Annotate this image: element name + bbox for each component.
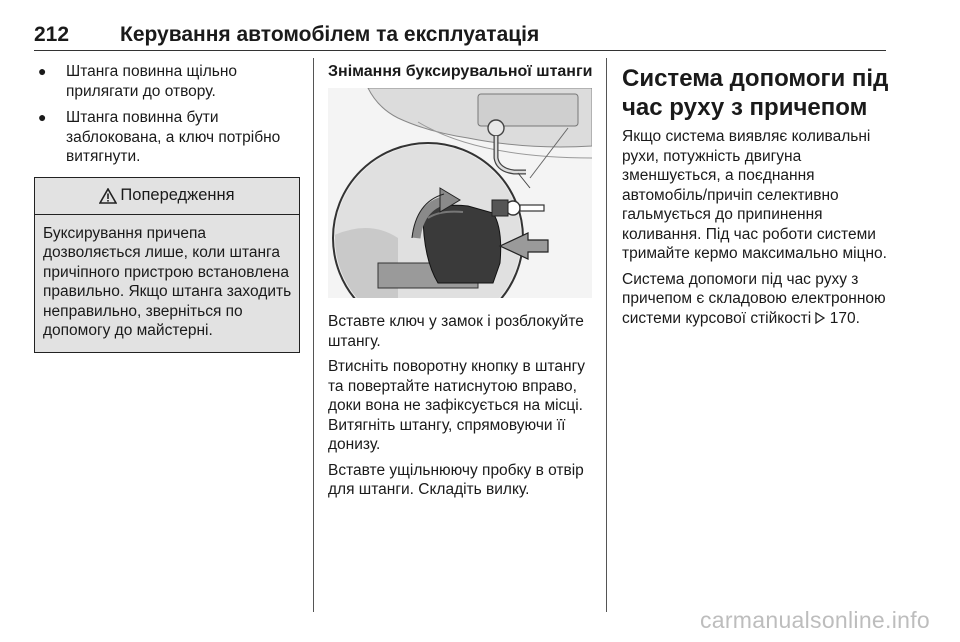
page-header — [34, 22, 886, 51]
list-item: ● Штанга повинна бути заблокована, а ключ потрібно витягнути. — [38, 109, 281, 165]
paragraph: Система допомоги під час руху з причепом є складовою електронною системи курсової стійкості 170. — [622, 270, 886, 327]
watermark: carmanualsonline.info — [699, 607, 930, 633]
column-divider — [313, 58, 314, 612]
warning-text: Буксирування причепа дозволяється лише, коли штанга причіпного пристрою встановлена правильно. Якщо штанга заходить неправильно, зверніться по допомогу до майстерні. — [43, 224, 292, 339]
warning-box — [34, 177, 300, 353]
paragraph: Вставте ключ у замок і розблокуйте штангу. — [328, 313, 584, 350]
section-title: Знімання буксирувальної штанги — [328, 63, 593, 80]
column-middle — [328, 62, 594, 506]
bullet-icon: ● — [38, 109, 47, 125]
list-item: ● Штанга повинна щільно прилягати до отвору. — [38, 63, 237, 100]
bullet-list — [34, 62, 300, 167]
page-reference-link[interactable]: 170. — [829, 309, 860, 327]
warning-title: Попередження — [120, 186, 235, 204]
warning-header — [35, 178, 299, 215]
paragraph: Якщо система виявляє коливальні рухи, потужність двигуна зменшується, а поєднання автомобіль/причіп селективно гальмується до припинення коливання. Під час роботи системи тримайте кермо максимально міцно. — [622, 128, 887, 262]
column-right — [622, 62, 890, 334]
column-left — [34, 62, 300, 353]
towbar-removal-illustration — [328, 88, 592, 298]
page-title: Керування автомобілем та експлуатація — [120, 23, 540, 46]
paragraph: Втисніть поворотну кнопку в штангу та повертайте натиснутою вправо, доки вона не зафіксується на місці. Витягніть штангу, спрямовуючи її донизу. — [328, 358, 585, 453]
column-divider — [606, 58, 607, 612]
section-title: Система допомоги під час руху з причепом — [622, 65, 889, 121]
page-reference-arrow-icon — [815, 312, 825, 324]
bullet-icon: ● — [38, 63, 47, 79]
warning-triangle-icon — [99, 188, 117, 204]
paragraph: Вставте ущільнюючу пробку в отвір для штанги. Складіть вилку. — [328, 461, 584, 498]
page-number: 212 — [34, 23, 70, 46]
